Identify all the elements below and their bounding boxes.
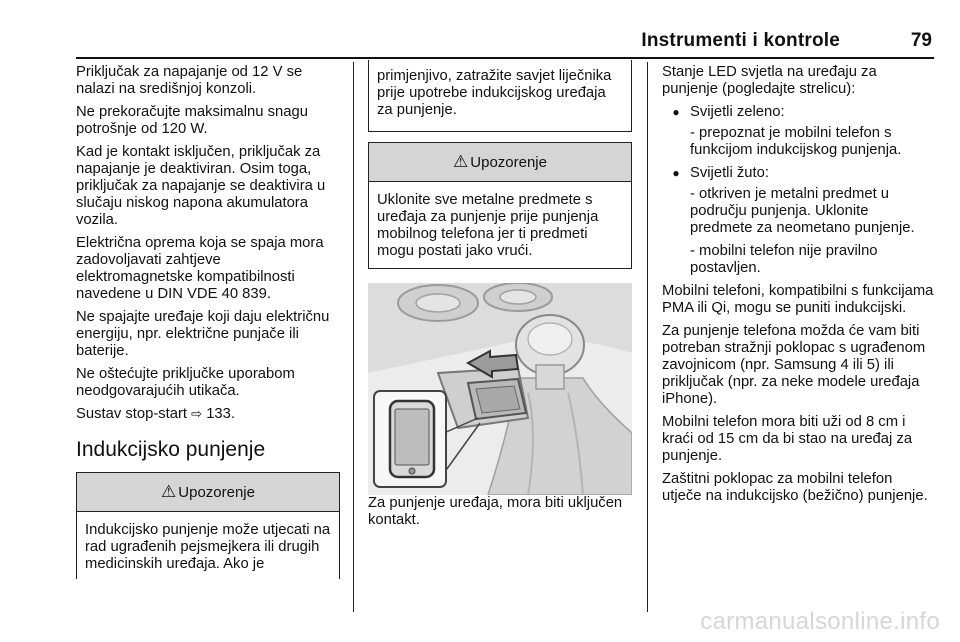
warning-title: Upozorenje xyxy=(470,154,547,171)
column-3 xyxy=(662,64,934,511)
paragraph: Zaštitni poklopac za mobilni telefon utječe na indukcijsko (bežično) punjenje. xyxy=(662,471,928,504)
list-item xyxy=(662,104,934,121)
page-reference-link[interactable]: 133. xyxy=(206,406,235,422)
warning-box xyxy=(76,472,340,579)
watermark: carmanualsonline.info xyxy=(700,608,940,635)
warning-body xyxy=(77,512,339,579)
warning-text: Indukcijsko punjenje može utjecati na rad ugrađenih pejsmejkera ili drugih medicinskih uređaja. Ako je xyxy=(85,522,331,572)
bullet-icon: ● xyxy=(672,166,680,180)
warning-box-continued xyxy=(368,60,632,132)
paragraph: Ne spajajte uređaje koji daju električnu energiju, npr. električne punjače ili baterije. xyxy=(76,309,330,359)
header-rule xyxy=(76,57,934,59)
warning-header xyxy=(369,143,631,182)
warning-triangle-icon: ⚠ xyxy=(453,152,469,171)
bullet-icon: ● xyxy=(672,105,680,119)
illustration-svg xyxy=(368,283,632,495)
reference-arrow-icon: ⇨ xyxy=(191,407,203,422)
section-heading: Indukcijsko punjenje xyxy=(76,438,266,461)
stop-start-text: Sustav stop-start xyxy=(76,406,188,422)
paragraph: Stanje LED svjetla na uređaju za punjenje (pogledajte strelicu): xyxy=(662,64,877,97)
paragraph: Električna oprema koja se spaja mora zadovoljavati zahtjeve elektromagnetske kompatibilnosti navedene u DIN VDE 40 839. xyxy=(76,235,324,302)
page-header-title: Instrumenti i kontrole xyxy=(641,30,840,51)
column-divider-1 xyxy=(353,62,354,612)
bullet-detail: - otkriven je metalni predmet u području punjenja. Uklonite predmete za neometano punjenje. xyxy=(690,186,915,236)
bullet-label: Svijetli zeleno: xyxy=(690,104,785,120)
paragraph: Priključak za napajanje od 12 V se nalazi na središnjoj konzoli. xyxy=(76,64,303,97)
column-divider-2 xyxy=(647,62,648,612)
warning-triangle-icon: ⚠ xyxy=(161,482,177,501)
figure-caption: Za punjenje uređaja, mora biti uključen kontakt. xyxy=(368,495,623,528)
warning-title: Upozorenje xyxy=(178,484,255,501)
bullet-label: Svijetli žuto: xyxy=(690,165,769,181)
warning-text: primjenjivo, zatražite savjet liječnika prije upotrebe indukcijskog uređaja za punjenje. xyxy=(377,68,612,118)
list-item xyxy=(662,165,934,182)
page-number: 79 xyxy=(910,30,932,51)
warning-header xyxy=(77,473,339,512)
warning-box xyxy=(368,142,632,269)
charging-tray-illustration xyxy=(368,283,632,495)
paragraph: Ne prekoračujte maksimalnu snagu potrošnje od 120 W. xyxy=(76,104,308,137)
bullet-detail: - prepoznat je mobilni telefon s funkcijom indukcijskog punjenja. xyxy=(690,125,902,158)
warning-body xyxy=(369,182,631,268)
column-2 xyxy=(368,64,632,535)
paragraph xyxy=(76,406,340,423)
paragraph: Za punjenje telefona možda će vam biti potreban stražnji poklopac s ugrađenom zavojnicom (npr. Samsung 4 ili 5) ili priključak (npr. za neke modele uređaja iPhone). xyxy=(662,323,926,407)
bullet-details xyxy=(690,125,934,159)
paragraph: Mobilni telefon mora biti uži od 8 cm i kraći od 15 cm da bi stao na uređaj za punjenje. xyxy=(662,414,913,464)
warning-text: Uklonite sve metalne predmete s uređaja za punjenje prije punjenja mobilnog telefona jer ti predmeti mogu postati jako vrući. xyxy=(377,192,599,259)
bullet-details xyxy=(690,186,934,277)
bullet-detail: - mobilni telefon nije pravilno postavljen. xyxy=(690,243,878,276)
paragraph: Ne oštećujte priključke uporabom neodgovarajućih utikača. xyxy=(76,366,295,399)
paragraph: Mobilni telefoni, kompatibilni s funkcijama PMA ili Qi, mogu se puniti indukcijski. xyxy=(662,283,934,316)
column-1 xyxy=(76,64,340,579)
paragraph: Kad je kontakt isključen, priključak za napajanje je deaktiviran. Osim toga, priključak za napajanje se deaktivira u slučaju niskog napona akumulatora vozila. xyxy=(76,144,326,228)
